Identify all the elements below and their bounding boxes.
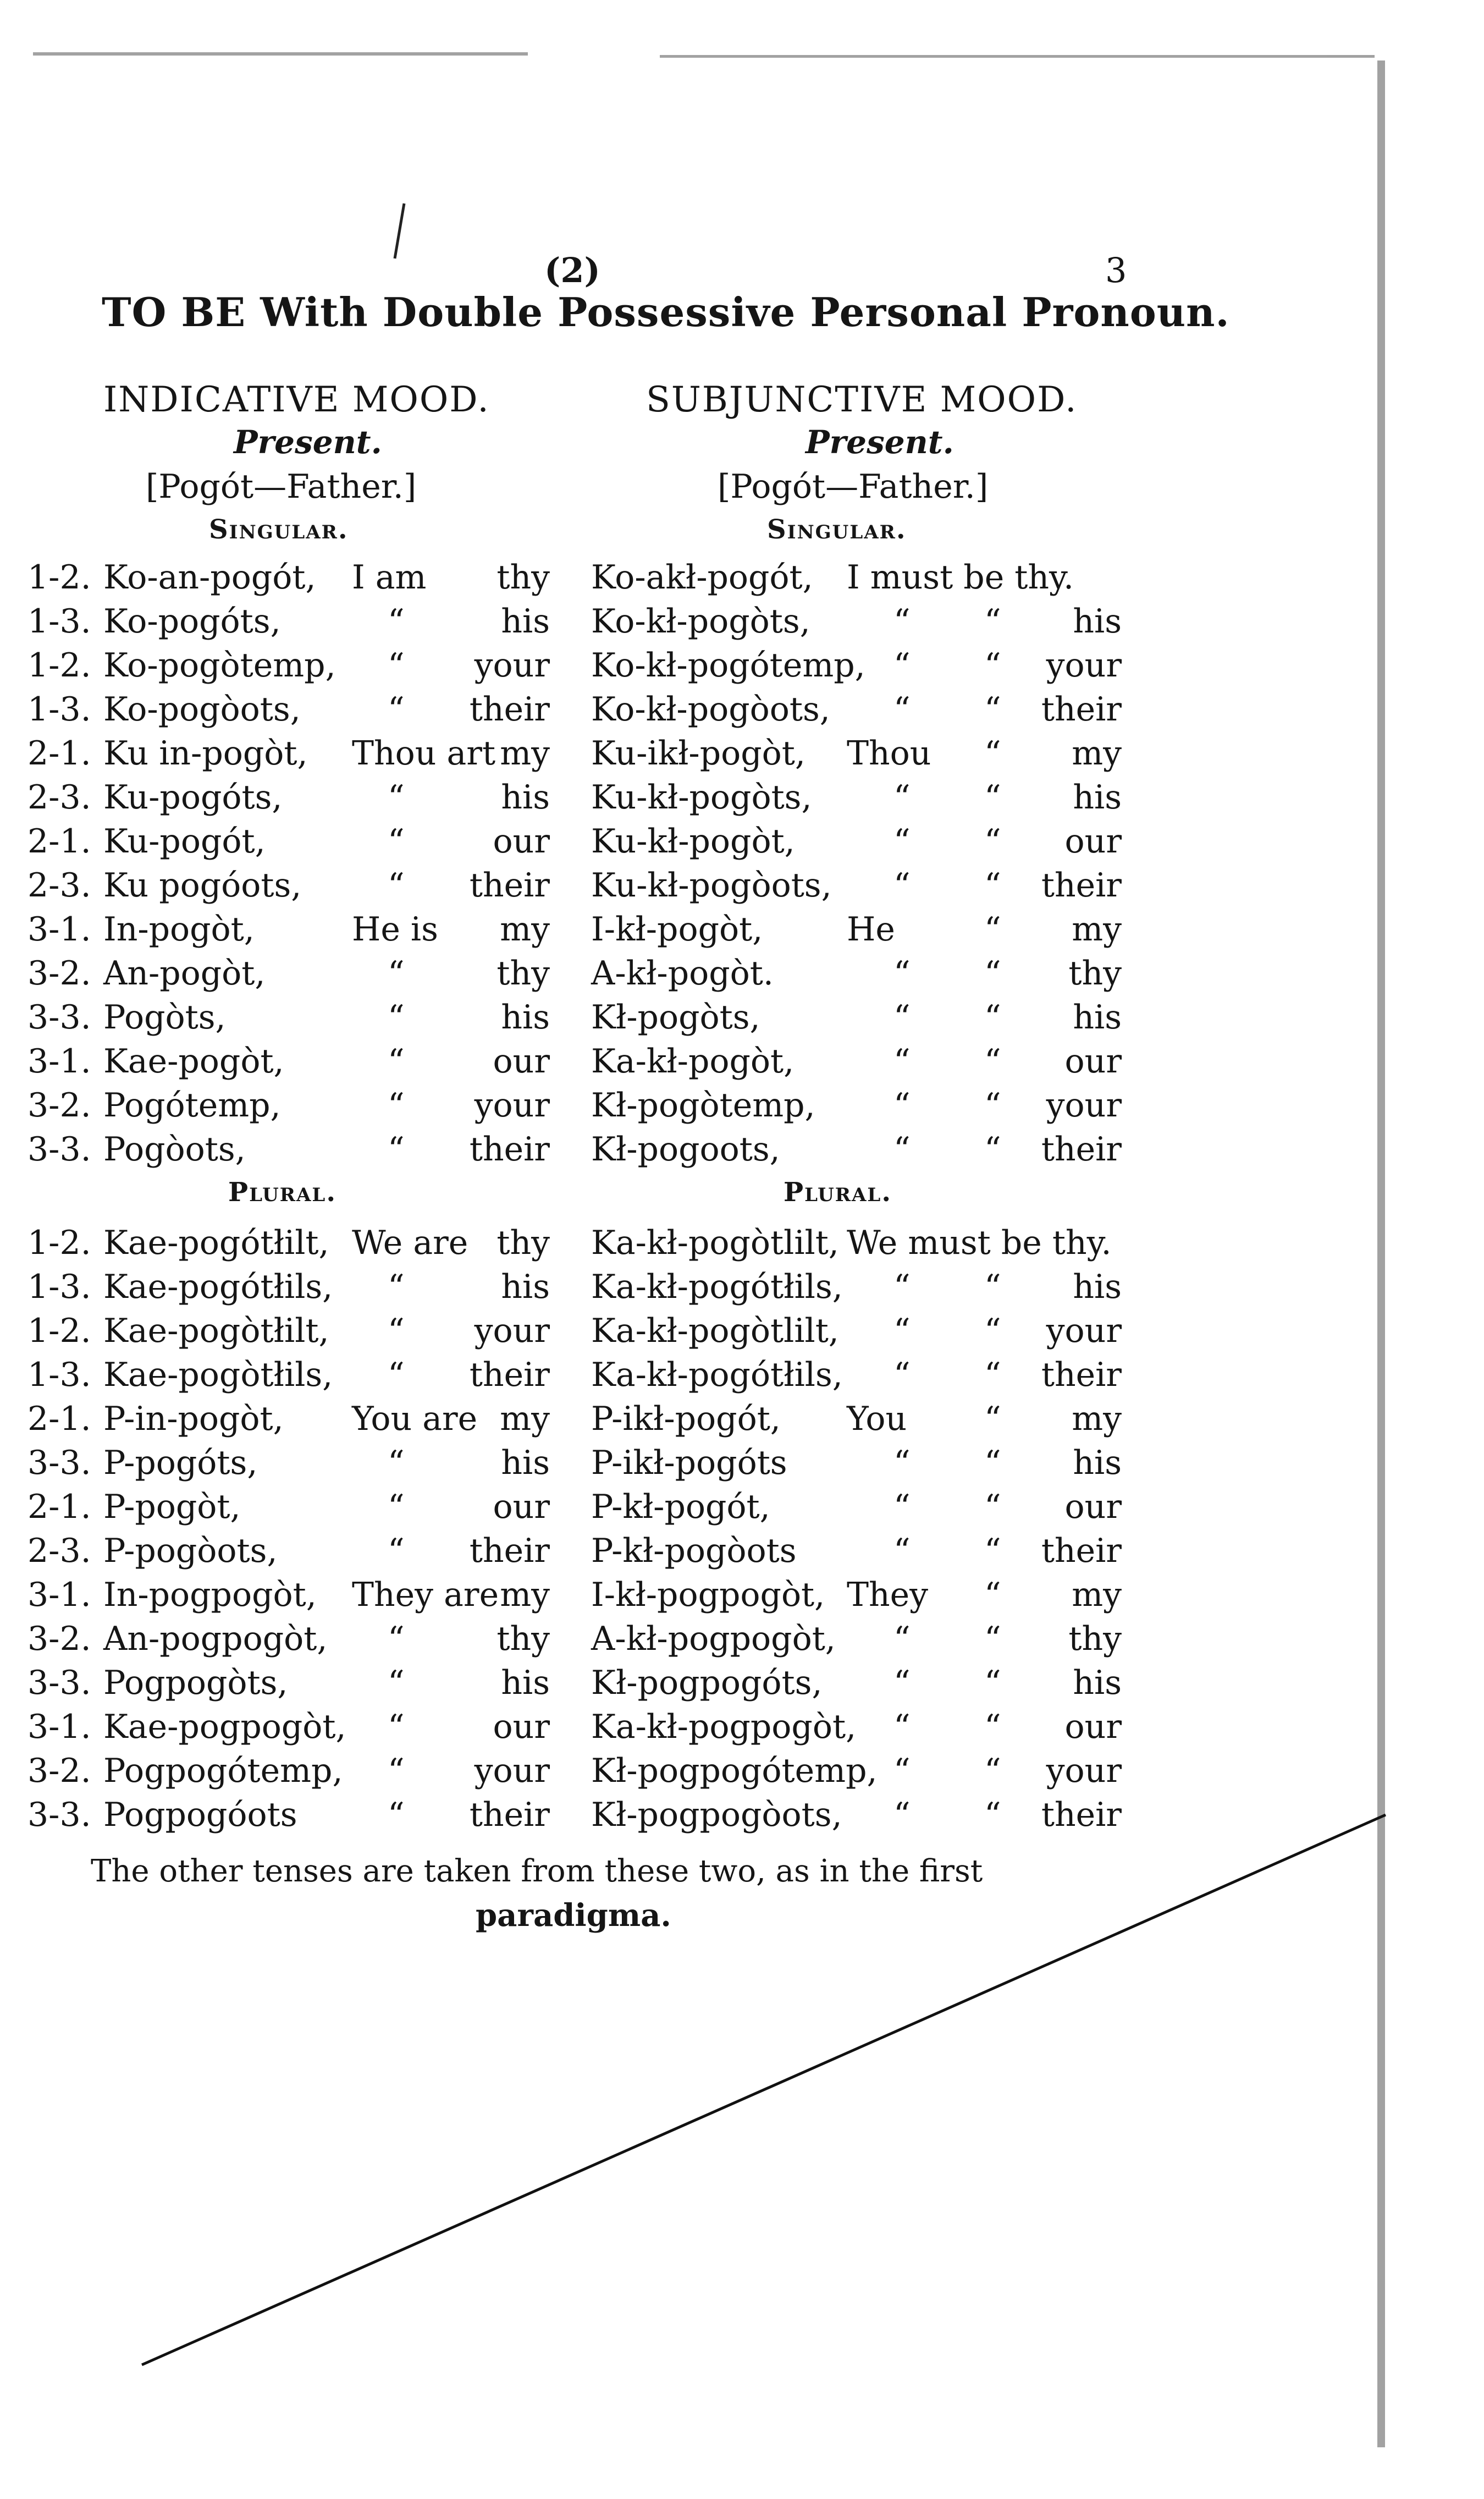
row-number: 1-3. (27, 1268, 91, 1306)
indicative-form: P-pogòots, (103, 1532, 278, 1570)
subjunctive-form: Ka-kł-pogòtlilt, (591, 1312, 839, 1350)
subjunctive-ditto-mark: “ (893, 778, 911, 817)
page-number: (2) (544, 250, 600, 290)
pen-mark (395, 203, 404, 258)
subjunctive-ditto-mark-2: “ (984, 1532, 1001, 1570)
indicative-mood-heading: INDICATIVE MOOD. (103, 379, 490, 420)
row-number: 3-1. (27, 910, 91, 949)
indicative-ditto-mark: “ (388, 778, 405, 817)
indicative-form: Ko-pogòots, (103, 690, 301, 729)
row-number: 2-1. (27, 1488, 91, 1526)
indicative-example: [Pogót—Father.] (146, 467, 417, 506)
paradigm-row: 3-3. Pogpogóots “ their Kł-pogpogòots, “ “ their (27, 1796, 1122, 1834)
subjunctive-ditto-mark-2: “ (984, 1664, 1001, 1702)
indicative-pronoun: I am (352, 558, 427, 597)
subjunctive-ditto-mark-2: “ (984, 778, 1001, 817)
subjunctive-ditto-mark: “ (893, 1532, 911, 1570)
indicative-ditto-mark: “ (388, 646, 405, 685)
subjunctive-ditto-mark: “ (893, 1708, 911, 1746)
indicative-singular-heading: Singular. (209, 514, 349, 545)
subjunctive-form: Ko-kł-pogótemp, (591, 646, 865, 685)
indicative-pronoun: They are (352, 1576, 499, 1614)
paradigm-row: 3-2. An-pogòt, “ thy A-kł-pogòt. “ “ thy (27, 954, 1122, 993)
subjunctive-form: Ku-kł-pogòts, (591, 778, 812, 817)
indicative-ditto-mark: “ (388, 602, 405, 641)
indicative-ditto-mark: “ (388, 998, 405, 1037)
subjunctive-ditto-mark: “ (893, 1444, 911, 1482)
subjunctive-ditto-mark-2: “ (984, 1086, 1001, 1125)
top-speckle-band-right (660, 55, 1375, 58)
paradigm-row: 3-2. An-pogpogòt, “ thy A-kł-pogpogòt, “ “ thy (27, 1620, 1122, 1658)
indicative-pronoun: You are (352, 1400, 478, 1438)
indicative-pronoun: Thou art (352, 734, 496, 773)
indicative-form: Kae-pogòtłils, (103, 1356, 333, 1394)
indicative-ditto-mark: “ (388, 866, 405, 905)
subjunctive-ditto-mark-2: “ (984, 866, 1001, 905)
indicative-form: Kae-pogòt, (103, 1042, 284, 1081)
subjunctive-ditto-mark: “ (893, 998, 911, 1037)
subjunctive-form: Kł-pogpogòots, (591, 1796, 842, 1834)
indicative-form: Ku-pogóts, (103, 778, 283, 817)
indicative-ditto-mark: “ (388, 1796, 405, 1834)
subjunctive-ditto-mark-2: “ (984, 954, 1001, 993)
subjunctive-ditto-mark: “ (893, 822, 911, 861)
indicative-form: Ko-an-pogót, (103, 558, 316, 597)
subjunctive-form: I-kł-pogòt, (591, 910, 763, 949)
subjunctive-form: Ka-kł-pogòtlilt, (591, 1224, 839, 1262)
row-number: 1-3. (27, 1356, 91, 1394)
row-number: 3-1. (27, 1576, 91, 1614)
subjunctive-ditto-mark: “ (893, 690, 911, 729)
paradigm-row: 1-3. Ko-pogòots, “ their Ko-kł-pogòots, “ “ their (27, 690, 1122, 729)
row-number: 3-1. (27, 1708, 91, 1746)
paradigm-row: 1-3. Kae-pogòtłils, “ their Ka-kł-pogótłils, “ “ their (27, 1356, 1122, 1394)
paradigm-row: 1-3. Kae-pogótłils, “ his Ka-kł-pogótłils, “ “ his (27, 1268, 1122, 1306)
subjunctive-ditto-mark-2: “ (984, 1620, 1001, 1658)
indicative-form: Kae-pogótłils, (103, 1268, 333, 1306)
paradigm-row: 3-3. Pogpogòts, “ his Kł-pogpogóts, “ “ his (27, 1664, 1122, 1702)
subjunctive-form: Ka-kł-pogpogòt, (591, 1708, 857, 1746)
indicative-form: Ku-pogót, (103, 822, 266, 861)
subjunctive-form: I-kł-pogpogòt, (591, 1576, 825, 1614)
subjunctive-ditto-mark-2: “ (984, 1130, 1001, 1169)
paradigm-row: 2-1. P-in-pogòt, You are my P-ikł-pogót, You “ my (27, 1400, 1122, 1438)
subjunctive-ditto-mark-2: “ (984, 1444, 1001, 1482)
indicative-ditto-mark: “ (388, 1312, 405, 1350)
subjunctive-ditto-mark: “ (893, 1796, 911, 1834)
subjunctive-ditto-mark: “ (893, 602, 911, 641)
subjunctive-pronoun: He (847, 910, 895, 949)
subjunctive-ditto-mark: “ (893, 866, 911, 905)
subjunctive-ditto-mark: “ (893, 954, 911, 993)
subjunctive-mood-heading: SUBJUNCTIVE MOOD. (646, 379, 1078, 420)
row-number: 2-1. (27, 822, 91, 861)
subjunctive-ditto-mark-2: “ (984, 1268, 1001, 1306)
subjunctive-form: Kł-pogoots, (591, 1130, 780, 1169)
indicative-form: Kae-pogótłilt, (103, 1224, 329, 1262)
subjunctive-ditto-mark: “ (893, 1312, 911, 1350)
row-number: 3-1. (27, 1042, 91, 1081)
indicative-ditto-mark: “ (388, 1086, 405, 1125)
subjunctive-ditto-mark-2: “ (984, 822, 1001, 861)
row-number: 2-3. (27, 778, 91, 817)
footnote-line-1: The other tenses are taken from these two, as in the first (91, 1853, 983, 1889)
subjunctive-ditto-mark: “ (893, 646, 911, 685)
subjunctive-form: P-ikł-pogót, (591, 1400, 781, 1438)
indicative-form: P-pogòt, (103, 1488, 241, 1526)
page-title: TO BE With Double Possessive Personal Pronoun. (102, 289, 1230, 335)
subjunctive-ditto-mark: “ (893, 1086, 911, 1125)
row-number: 3-2. (27, 1620, 91, 1658)
subjunctive-pronoun: I must be thy. (847, 558, 1074, 597)
subjunctive-form: A-kł-pogòt. (591, 954, 774, 993)
subjunctive-ditto-mark: “ (893, 1752, 911, 1790)
indicative-form: Ku in-pogòt, (103, 734, 308, 773)
indicative-form: P-in-pogòt, (103, 1400, 284, 1438)
indicative-form: Kae-pogòtłilt, (103, 1312, 329, 1350)
paradigm-row: 2-1. P-pogòt, “ our P-kł-pogót, “ “ our (27, 1488, 1122, 1526)
row-number: 2-3. (27, 866, 91, 905)
subjunctive-ditto-mark-2: “ (984, 1708, 1001, 1746)
subjunctive-ditto-mark-2: “ (984, 734, 1001, 773)
paradigm-row: 2-1. Ku in-pogòt, Thou art my Ku-ikł-pogòt, Thou “ my (27, 734, 1122, 773)
indicative-form: Pogpogòts, (103, 1664, 288, 1702)
row-number: 1-3. (27, 602, 91, 641)
indicative-ditto-mark: “ (388, 690, 405, 729)
indicative-form: In-pogpogòt, (103, 1576, 317, 1614)
row-number: 2-3. (27, 1532, 91, 1570)
cancel-line (142, 1815, 1386, 2365)
paradigm-row: 1-2. Kae-pogòtłilt, “ your Ka-kł-pogòtlilt, “ “ your (27, 1312, 1122, 1350)
indicative-ditto-mark: “ (388, 1042, 405, 1081)
subjunctive-form: P-kł-pogót, (591, 1488, 770, 1526)
indicative-ditto-mark: “ (388, 1444, 405, 1482)
row-number: 1-2. (27, 558, 91, 597)
subjunctive-pronoun: We must be thy. (847, 1224, 1112, 1262)
subjunctive-tense-heading: Present. (806, 423, 954, 461)
subjunctive-form: P-kł-pogòots (591, 1532, 797, 1570)
indicative-form: An-pogòt, (103, 954, 266, 993)
subjunctive-form: Kł-pogpogótemp, (591, 1752, 878, 1790)
leaf-number: 3 (1105, 250, 1127, 290)
indicative-form: Ku pogóots, (103, 866, 302, 905)
subjunctive-ditto-mark-2: “ (984, 602, 1001, 641)
paradigm-row: 3-3. Pogòots, “ their Kł-pogoots, “ “ their (27, 1130, 1122, 1169)
subjunctive-ditto-mark: “ (893, 1042, 911, 1081)
row-number: 1-2. (27, 1312, 91, 1350)
subjunctive-ditto-mark-2: “ (984, 1356, 1001, 1394)
indicative-pronoun: We are (352, 1224, 468, 1262)
subjunctive-pronoun: You (847, 1400, 907, 1438)
paradigm-row: 3-1. Kae-pogpogòt, “ our Ka-kł-pogpogòt, “ “ our (27, 1708, 1122, 1746)
indicative-form: Pogpogótemp, (103, 1752, 343, 1790)
subjunctive-ditto-mark: “ (893, 1130, 911, 1169)
paradigm-row: 1-2. Ko-an-pogót, I am thy Ko-akł-pogót, I must be thy. (27, 558, 1074, 597)
row-number: 3-3. (27, 1664, 91, 1702)
subjunctive-form: Kł-pogòtemp, (591, 1086, 815, 1125)
row-number: 1-2. (27, 1224, 91, 1262)
row-number: 3-2. (27, 954, 91, 993)
subjunctive-form: P-ikł-pogóts (591, 1444, 787, 1482)
subjunctive-ditto-mark-2: “ (984, 910, 1001, 949)
subjunctive-ditto-mark: “ (893, 1356, 911, 1394)
paradigm-row: 3-1. In-pogòt, He is my I-kł-pogòt, He “ my (27, 910, 1122, 949)
row-number: 3-3. (27, 1796, 91, 1834)
indicative-form: In-pogòt, (103, 910, 255, 949)
paradigm-row: 3-3. P-pogóts, “ his P-ikł-pogóts “ “ his (27, 1444, 1122, 1482)
subjunctive-ditto-mark-2: “ (984, 1042, 1001, 1081)
row-number: 3-3. (27, 1130, 91, 1169)
subjunctive-form: Ka-kł-pogótłils, (591, 1356, 843, 1394)
indicative-ditto-mark: “ (388, 1664, 405, 1702)
subjunctive-ditto-mark: “ (893, 1620, 911, 1658)
paradigm-row: 2-3. P-pogòots, “ their P-kł-pogòots “ “ their (27, 1532, 1122, 1570)
paradigm-row: 2-1. Ku-pogót, “ our Ku-kł-pogòt, “ “ our (27, 822, 1122, 861)
row-number: 2-1. (27, 734, 91, 773)
paradigm-row: 3-3. Pogòts, “ his Kł-pogòts, “ “ his (27, 998, 1122, 1037)
indicative-ditto-mark: “ (388, 1130, 405, 1169)
subjunctive-ditto-mark-2: “ (984, 1488, 1001, 1526)
subjunctive-singular-heading: Singular. (767, 514, 907, 545)
subjunctive-form: Ka-kł-pogótłils, (591, 1268, 843, 1306)
indicative-form: Pogpogóots (103, 1796, 297, 1834)
subjunctive-ditto-mark: “ (893, 1488, 911, 1526)
subjunctive-ditto-mark-2: “ (984, 646, 1001, 685)
subjunctive-form: Ka-kł-pogòt, (591, 1042, 795, 1081)
top-speckle-band (33, 52, 528, 56)
subjunctive-ditto-mark-2: “ (984, 690, 1001, 729)
indicative-ditto-mark: “ (388, 1268, 405, 1306)
subjunctive-ditto-mark: “ (893, 1268, 911, 1306)
paradigm-row: 3-1. Kae-pogòt, “ our Ka-kł-pogòt, “ “ our (27, 1042, 1122, 1081)
indicative-ditto-mark: “ (388, 1488, 405, 1526)
subjunctive-ditto-mark-2: “ (984, 1312, 1001, 1350)
subjunctive-form: Kł-pogòts, (591, 998, 760, 1037)
paradigm-row: 1-3. Ko-pogóts, “ his Ko-kł-pogòts, “ “ his (27, 602, 1122, 641)
paradigm-row: 3-2. Pogpogótemp, “ your Kł-pogpogótemp, “ “ your (27, 1752, 1122, 1790)
subjunctive-ditto-mark-2: “ (984, 1576, 1001, 1614)
subjunctive-ditto-mark-2: “ (984, 1796, 1001, 1834)
subjunctive-ditto-mark-2: “ (984, 1400, 1001, 1438)
subjunctive-plural-heading: Plural. (784, 1177, 892, 1208)
subjunctive-ditto-mark-2: “ (984, 998, 1001, 1037)
indicative-form: Pogótemp, (103, 1086, 281, 1125)
row-number: 3-2. (27, 1086, 91, 1125)
indicative-form: Ko-pogòtemp, (103, 646, 336, 685)
footnote-line-2: paradigma. (476, 1897, 671, 1934)
paradigm-row: 3-1. In-pogpogòt, They are my I-kł-pogpogòt, They “ my (27, 1576, 1122, 1614)
indicative-form: P-pogóts, (103, 1444, 258, 1482)
indicative-tense-heading: Present. (234, 423, 382, 461)
subjunctive-form: Kł-pogpogóts, (591, 1664, 823, 1702)
indicative-ditto-mark: “ (388, 1620, 405, 1658)
subjunctive-example: [Pogót—Father.] (718, 467, 989, 506)
paradigm-row: 3-2. Pogótemp, “ your Kł-pogòtemp, “ “ your (27, 1086, 1122, 1125)
indicative-ditto-mark: “ (388, 1752, 405, 1790)
subjunctive-pronoun: They (847, 1576, 929, 1614)
row-number: 3-3. (27, 1444, 91, 1482)
row-number: 3-2. (27, 1752, 91, 1790)
indicative-form: Kae-pogpogòt, (103, 1708, 346, 1746)
paradigm-row: 2-3. Ku-pogóts, “ his Ku-kł-pogòts, “ “ his (27, 778, 1122, 817)
indicative-form: Pogòots, (103, 1130, 246, 1169)
paradigm-row: 1-2. Ko-pogòtemp, “ your Ko-kł-pogótemp, “ “ your (27, 646, 1122, 685)
indicative-ditto-mark: “ (388, 1356, 405, 1394)
indicative-pronoun: He is (352, 910, 438, 949)
row-number: 3-3. (27, 998, 91, 1037)
subjunctive-form: Ko-akł-pogót, (591, 558, 813, 597)
row-number: 2-1. (27, 1400, 91, 1438)
indicative-ditto-mark: “ (388, 954, 405, 993)
subjunctive-form: A-kł-pogpogòt, (591, 1620, 836, 1658)
subjunctive-form: Ku-kł-pogòots, (591, 866, 832, 905)
row-number: 1-2. (27, 646, 91, 685)
indicative-form: Ko-pogóts, (103, 602, 281, 641)
indicative-form: Pogòts, (103, 998, 226, 1037)
paradigm-row: 2-3. Ku pogóots, “ their Ku-kł-pogòots, “ “ their (27, 866, 1122, 905)
subjunctive-ditto-mark: “ (893, 1664, 911, 1702)
subjunctive-form: Ku-kł-pogòt, (591, 822, 795, 861)
indicative-ditto-mark: “ (388, 1532, 405, 1570)
subjunctive-form: Ko-kł-pogòts, (591, 602, 810, 641)
row-number: 1-3. (27, 690, 91, 729)
subjunctive-form: Ku-ikł-pogòt, (591, 734, 806, 773)
paradigm-row: 1-2. Kae-pogótłilt, We are thy Ka-kł-pogòtlilt, We must be thy. (27, 1224, 1112, 1262)
indicative-plural-heading: Plural. (228, 1177, 337, 1208)
indicative-form: An-pogpogòt, (103, 1620, 328, 1658)
subjunctive-form: Ko-kł-pogòots, (591, 690, 830, 729)
subjunctive-ditto-mark-2: “ (984, 1752, 1001, 1790)
indicative-ditto-mark: “ (388, 1708, 405, 1746)
indicative-ditto-mark: “ (388, 822, 405, 861)
subjunctive-pronoun: Thou (847, 734, 931, 773)
